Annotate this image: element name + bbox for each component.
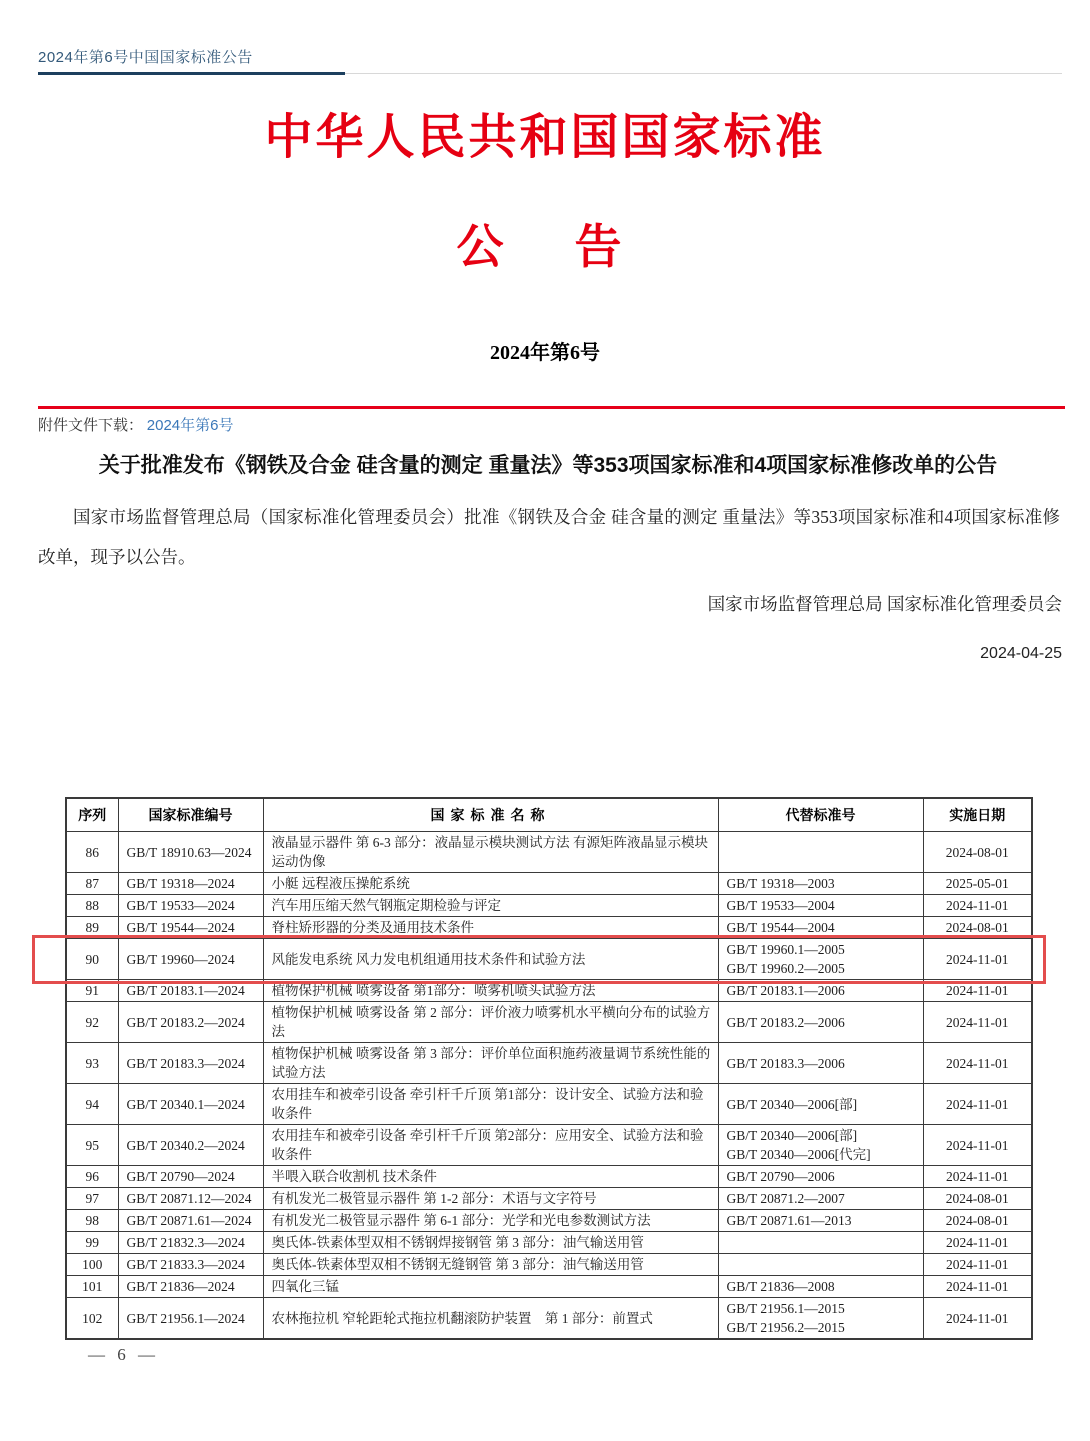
standards-table-wrapper <box>65 797 1031 1340</box>
cell-standard-name: 植物保护机械 喷雾设备 第 3 部分：评价单位面积施药液量调节系统性能的试验方法 <box>263 1043 718 1084</box>
cell-implement-date: 2024-11-01 <box>923 1166 1032 1188</box>
issue-date: 2024-04-25 <box>980 645 1062 662</box>
cell-sequence: 89 <box>66 917 118 939</box>
attachment-row <box>38 414 233 435</box>
cell-replaced-codes: GB/T 20183.2—2006 <box>718 1002 923 1043</box>
cell-replaced-codes <box>718 1254 923 1276</box>
document-main-title: 中华人民共和国国家标准 <box>264 111 826 164</box>
table-row <box>66 939 1032 980</box>
cell-standard-code: GB/T 20790—2024 <box>118 1166 263 1188</box>
table-row <box>66 873 1032 895</box>
cell-standard-name: 液晶显示器件 第 6-3 部分：液晶显示模块测试方法 有源矩阵液晶显示模块运动伪像 <box>263 832 718 873</box>
cell-replaced-codes: GB/T 19318—2003 <box>718 873 923 895</box>
cell-standard-name: 脊柱矫形器的分类及通用技术条件 <box>263 917 718 939</box>
cell-implement-date: 2024-11-01 <box>923 980 1032 1002</box>
attachment-label: 附件文件下载： <box>38 417 144 434</box>
cell-standard-code: GB/T 19318—2024 <box>118 873 263 895</box>
cell-replaced-codes: GB/T 19533—2004 <box>718 895 923 917</box>
cell-implement-date: 2024-11-01 <box>923 1254 1032 1276</box>
cell-sequence: 98 <box>66 1210 118 1232</box>
table-row <box>66 1254 1032 1276</box>
cell-sequence: 90 <box>66 939 118 980</box>
cell-sequence: 97 <box>66 1188 118 1210</box>
cell-standard-name: 风能发电系统 风力发电机组通用技术条件和试验方法 <box>263 939 718 980</box>
column-header-code: 国家标准编号 <box>118 798 263 832</box>
cell-standard-code: GB/T 20183.1—2024 <box>118 980 263 1002</box>
cell-implement-date: 2024-11-01 <box>923 1084 1032 1125</box>
cell-standard-code: GB/T 21832.3—2024 <box>118 1232 263 1254</box>
cell-standard-name: 植物保护机械 喷雾设备 第 2 部分：评价液力喷雾机水平横向分布的试验方法 <box>263 1002 718 1043</box>
cell-replaced-codes: GB/T 20183.1—2006 <box>718 980 923 1002</box>
column-header-seq: 序列 <box>66 798 118 832</box>
notice-heading: 关于批准发布《钢铁及合金 硅含量的测定 重量法》等353项国家标准和4项国家标准修改单的公告 <box>98 454 998 477</box>
cell-replaced-codes: GB/T 20340—2006[部] <box>718 1084 923 1125</box>
cell-standard-name: 四氧化三锰 <box>263 1276 718 1298</box>
cell-standard-code: GB/T 21956.1—2024 <box>118 1298 263 1340</box>
cell-standard-name: 农林拖拉机 窄轮距轮式拖拉机翻滚防护装置 第 1 部分：前置式 <box>263 1298 718 1340</box>
cell-sequence: 92 <box>66 1002 118 1043</box>
cell-implement-date: 2024-08-01 <box>923 917 1032 939</box>
cell-replaced-codes: GB/T 20871.61—2013 <box>718 1210 923 1232</box>
cell-replaced-codes: GB/T 19544—2004 <box>718 917 923 939</box>
cell-standard-name: 半喂入联合收割机 技术条件 <box>263 1166 718 1188</box>
table-header-row <box>66 798 1032 832</box>
red-divider-line <box>38 406 1065 409</box>
cell-standard-code: GB/T 20871.61—2024 <box>118 1210 263 1232</box>
document-sub-title: 公 告 <box>456 222 634 274</box>
cell-sequence: 88 <box>66 895 118 917</box>
table-row <box>66 1084 1032 1125</box>
cell-implement-date: 2024-11-01 <box>923 1298 1032 1340</box>
cell-sequence: 100 <box>66 1254 118 1276</box>
cell-implement-date: 2024-11-01 <box>923 1232 1032 1254</box>
cell-replaced-codes: GB/T 20871.2—2007 <box>718 1188 923 1210</box>
cell-sequence: 95 <box>66 1125 118 1166</box>
cell-implement-date: 2024-11-01 <box>923 939 1032 980</box>
cell-standard-code: GB/T 19544—2024 <box>118 917 263 939</box>
table-row <box>66 1232 1032 1254</box>
table-row <box>66 832 1032 873</box>
cell-replaced-codes: GB/T 21836—2008 <box>718 1276 923 1298</box>
issue-number: 2024年第6号 <box>490 342 600 364</box>
cell-standard-code: GB/T 21833.3—2024 <box>118 1254 263 1276</box>
cell-sequence: 91 <box>66 980 118 1002</box>
cell-replaced-codes <box>718 832 923 873</box>
cell-standard-code: GB/T 20871.12—2024 <box>118 1188 263 1210</box>
cell-replaced-codes: GB/T 21956.1—2015 GB/T 21956.2—2015 <box>718 1298 923 1340</box>
cell-standard-code: GB/T 20340.2—2024 <box>118 1125 263 1166</box>
cell-implement-date: 2024-08-01 <box>923 1210 1032 1232</box>
cell-standard-code: GB/T 20183.2—2024 <box>118 1002 263 1043</box>
cell-standard-name: 汽车用压缩天然气钢瓶定期检验与评定 <box>263 895 718 917</box>
cell-standard-code: GB/T 20183.3—2024 <box>118 1043 263 1084</box>
table-row <box>66 1002 1032 1043</box>
cell-implement-date: 2024-11-01 <box>923 1043 1032 1084</box>
table-row <box>66 1043 1032 1084</box>
table-row <box>66 1166 1032 1188</box>
header-divider-dark-segment <box>38 72 345 75</box>
table-row <box>66 1188 1032 1210</box>
cell-implement-date: 2024-08-01 <box>923 832 1032 873</box>
cell-sequence: 96 <box>66 1166 118 1188</box>
table-row <box>66 1298 1032 1340</box>
cell-replaced-codes: GB/T 20340—2006[部] GB/T 20340—2006[代完] <box>718 1125 923 1166</box>
table-row <box>66 917 1032 939</box>
cell-standard-name: 农用挂车和被牵引设备 牵引杆千斤顶 第2部分：应用安全、试验方法和验收条件 <box>263 1125 718 1166</box>
cell-replaced-codes <box>718 1232 923 1254</box>
column-header-name: 国家标准名称 <box>263 798 718 832</box>
cell-standard-code: GB/T 18910.63—2024 <box>118 832 263 873</box>
cell-sequence: 87 <box>66 873 118 895</box>
cell-sequence: 99 <box>66 1232 118 1254</box>
cell-standard-code: GB/T 19533—2024 <box>118 895 263 917</box>
cell-standard-name: 植物保护机械 喷雾设备 第1部分：喷雾机喷头试验方法 <box>263 980 718 1002</box>
cell-standard-name: 有机发光二极管显示器件 第 6-1 部分：光学和光电参数测试方法 <box>263 1210 718 1232</box>
attachment-download-link[interactable]: 2024年第6号 <box>146 417 234 434</box>
header-divider-light-segment <box>345 73 1062 74</box>
cell-standard-name: 奥氏体-铁素体型双相不锈钢焊接钢管 第 3 部分：油气输送用管 <box>263 1232 718 1254</box>
cell-standard-name: 奥氏体-铁素体型双相不锈钢无缝钢管 第 3 部分：油气输送用管 <box>263 1254 718 1276</box>
table-row <box>66 1210 1032 1232</box>
cell-implement-date: 2024-11-01 <box>923 895 1032 917</box>
cell-standard-code: GB/T 20340.1—2024 <box>118 1084 263 1125</box>
issuing-authorities: 国家市场监督管理总局 国家标准化管理委员会 <box>707 594 1062 614</box>
page-number: — 6 — <box>88 1345 159 1364</box>
cell-replaced-codes: GB/T 20790—2006 <box>718 1166 923 1188</box>
column-header-date: 实施日期 <box>923 798 1032 832</box>
column-header-replaces: 代替标准号 <box>718 798 923 832</box>
cell-implement-date: 2024-11-01 <box>923 1125 1032 1166</box>
cell-replaced-codes: GB/T 20183.3—2006 <box>718 1043 923 1084</box>
cell-implement-date: 2024-11-01 <box>923 1276 1032 1298</box>
notice-body-paragraph: 国家市场监督管理总局（国家标准化管理委员会）批准《钢铁及合金 硅含量的测定 重量法》等353项国家标准和4项国家标准修改单，现予以公告。 <box>38 507 1060 567</box>
standards-table-body <box>66 832 1032 1340</box>
table-row <box>66 1125 1032 1166</box>
cell-sequence: 101 <box>66 1276 118 1298</box>
table-row <box>66 1276 1032 1298</box>
cell-implement-date: 2025-05-01 <box>923 873 1032 895</box>
cell-implement-date: 2024-08-01 <box>923 1188 1032 1210</box>
cell-sequence: 102 <box>66 1298 118 1340</box>
cell-standard-name: 小艇 远程液压操舵系统 <box>263 873 718 895</box>
site-header-title: 2024年第6号中国国家标准公告 <box>38 49 253 66</box>
cell-sequence: 93 <box>66 1043 118 1084</box>
header-divider <box>38 72 1062 75</box>
cell-standard-code: GB/T 19960—2024 <box>118 939 263 980</box>
cell-sequence: 94 <box>66 1084 118 1125</box>
table-row <box>66 980 1032 1002</box>
cell-standard-name: 农用挂车和被牵引设备 牵引杆千斤顶 第1部分：设计安全、试验方法和验收条件 <box>263 1084 718 1125</box>
cell-standard-name: 有机发光二极管显示器件 第 1-2 部分：术语与文字符号 <box>263 1188 718 1210</box>
table-row <box>66 895 1032 917</box>
cell-sequence: 86 <box>66 832 118 873</box>
cell-implement-date: 2024-11-01 <box>923 1002 1032 1043</box>
cell-replaced-codes: GB/T 19960.1—2005 GB/T 19960.2—2005 <box>718 939 923 980</box>
standards-table <box>65 797 1033 1340</box>
cell-standard-code: GB/T 21836—2024 <box>118 1276 263 1298</box>
